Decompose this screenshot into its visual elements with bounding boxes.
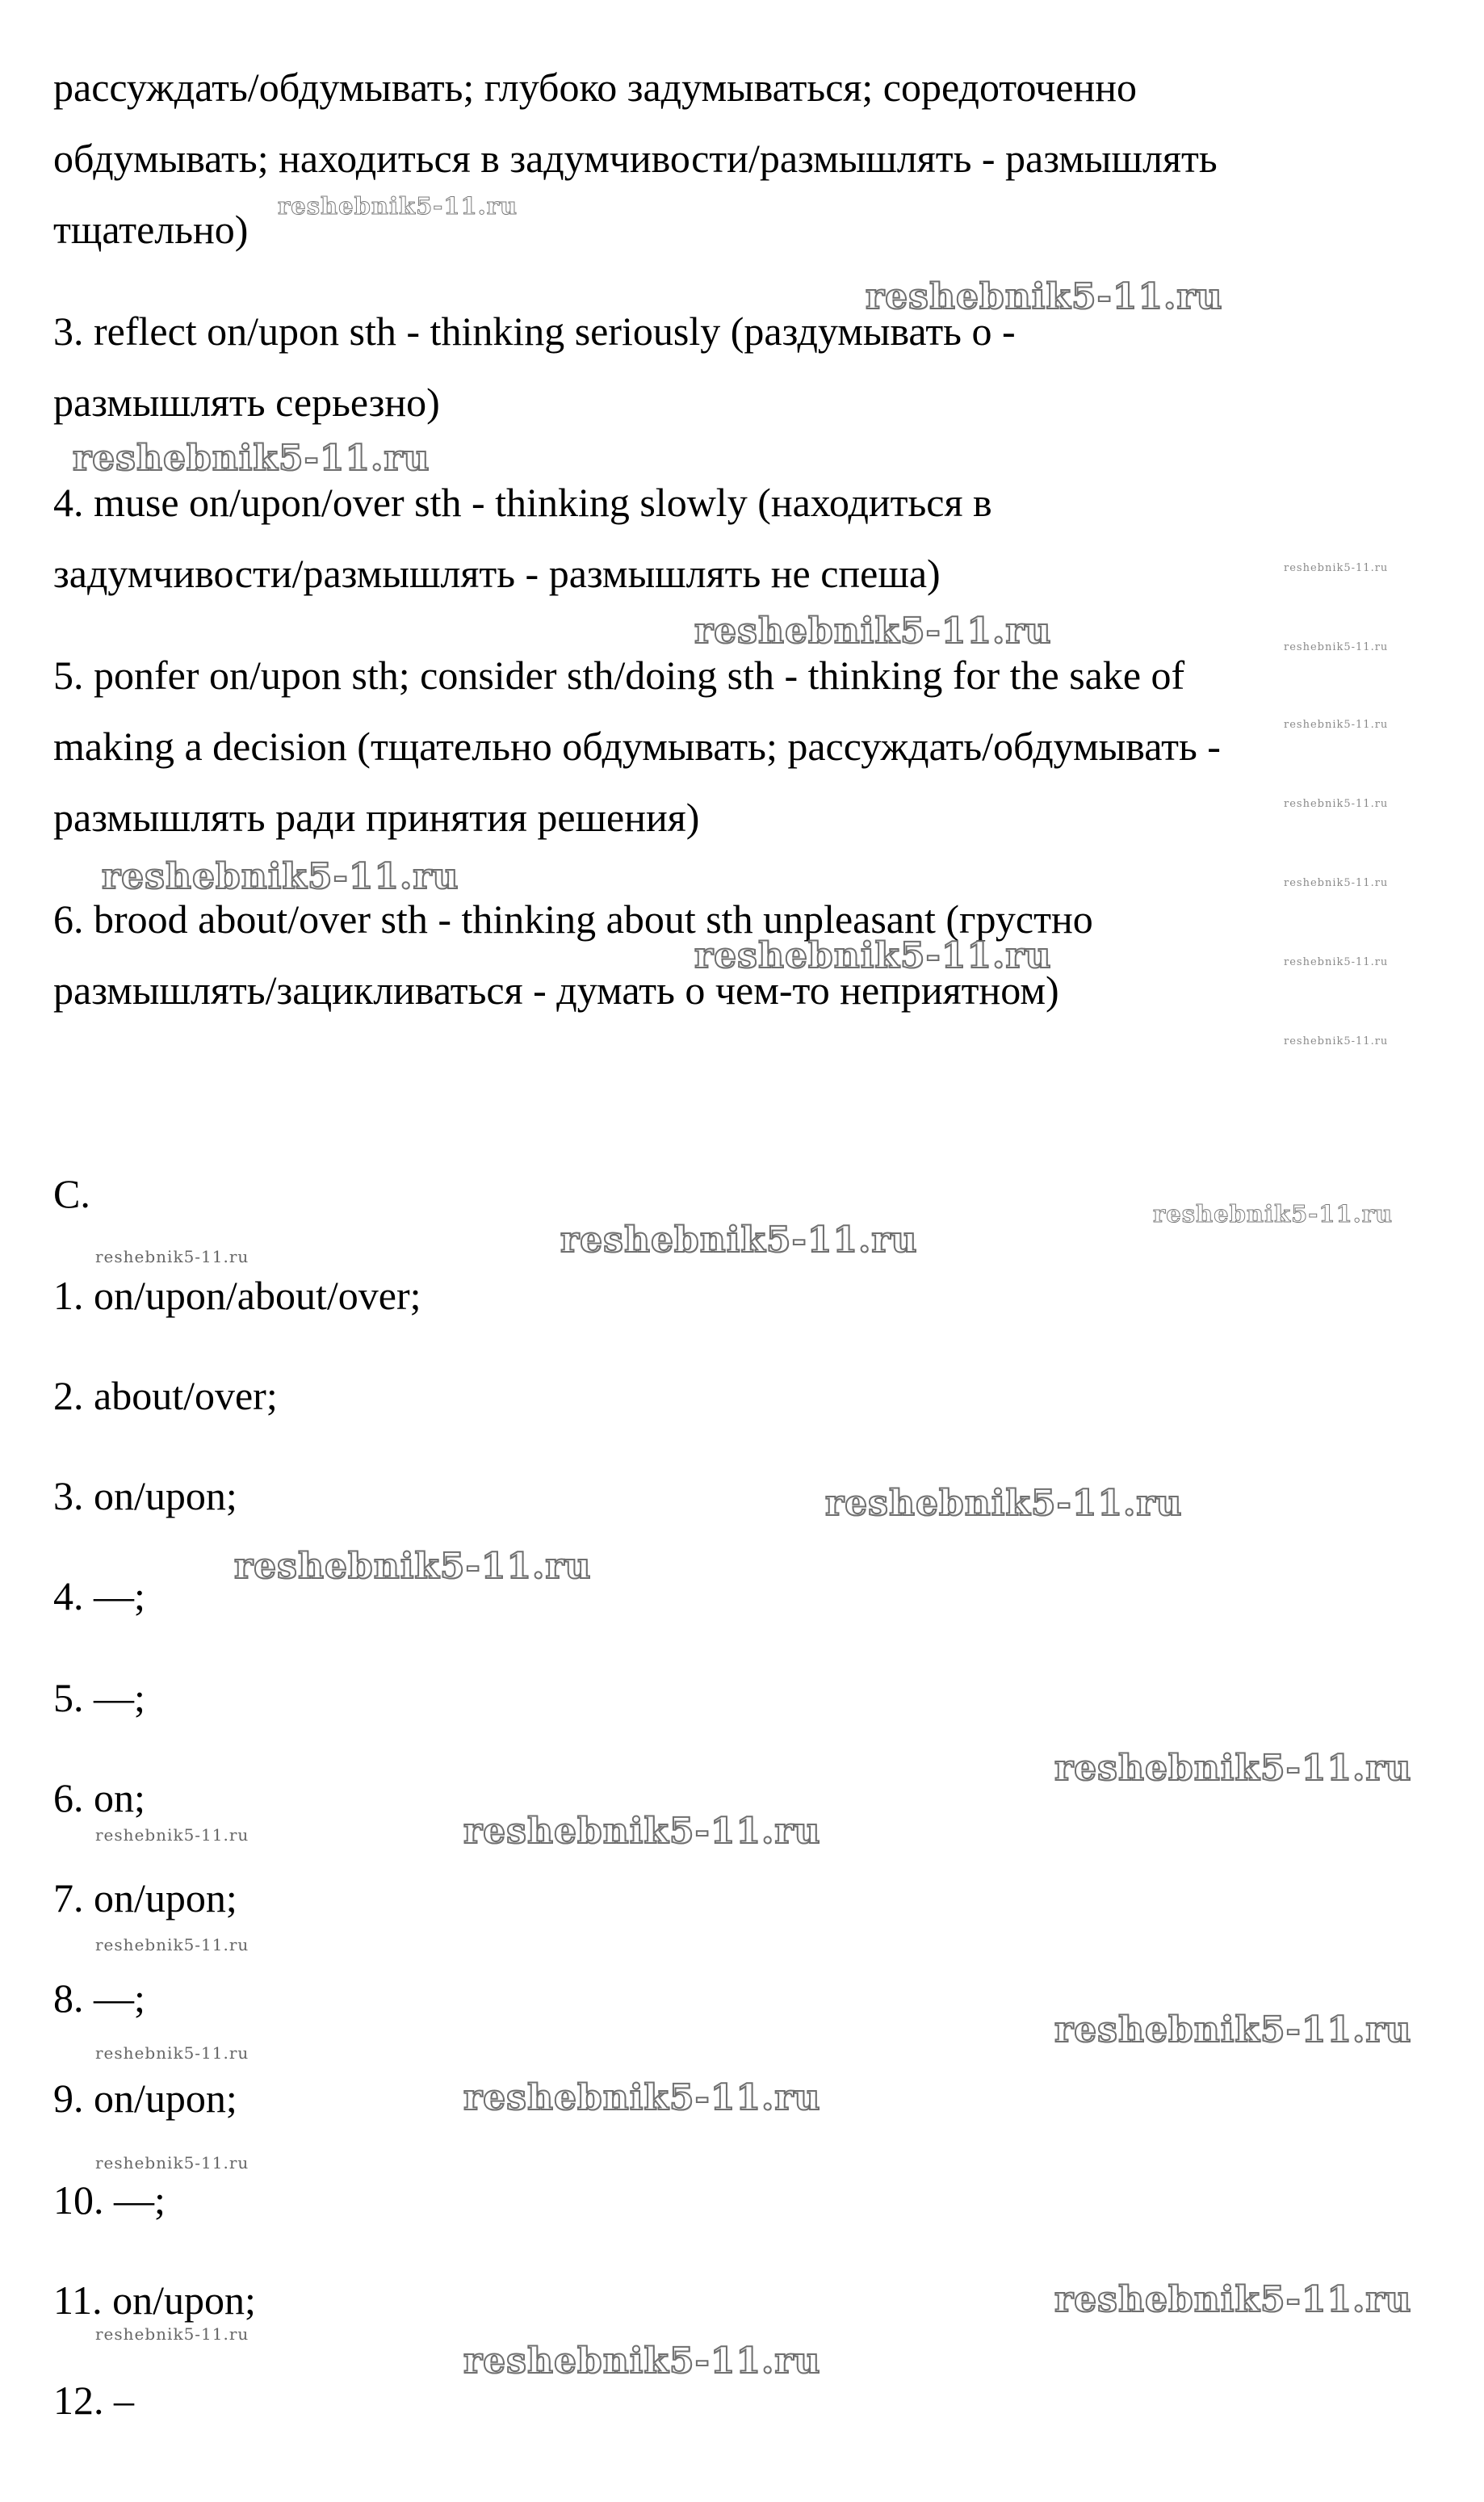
watermark: reshebnik5-11.ru [1284,956,1389,968]
text-line: размышлять серьезно) [53,380,440,425]
answer-item: 5. —; [53,1675,145,1720]
watermark: reshebnik5-11.ru [825,1483,1183,1524]
answer-item: 1. on/upon/about/over; [53,1273,421,1318]
watermark: reshebnik5-11.ru [234,1546,592,1587]
watermark: reshebnik5-11.ru [463,1811,821,1852]
watermark: reshebnik5-11.ru [694,935,1052,976]
watermark: reshebnik5-11.ru [866,276,1223,317]
text-line: 4. muse on/upon/over sth - thinking slowly (находиться в [53,480,992,525]
watermark: reshebnik5-11.ru [1153,1200,1394,1228]
watermark: reshebnik5-11.ru [463,2340,821,2382]
watermark: reshebnik5-11.ru [278,192,518,220]
watermark: reshebnik5-11.ru [1054,1748,1412,1789]
answer-item: 4. —; [53,1573,145,1618]
text-line: 3. reflect on/upon sth - thinking seriously (раздумывать о - [53,309,1016,354]
answer-item: 12. – [53,2378,134,2423]
answer-item: 6. on; [53,1775,145,1820]
watermark: reshebnik5-11.ru [1284,641,1389,653]
watermark: reshebnik5-11.ru [1284,719,1389,731]
text-line: задумчивости/размышлять - размышлять не спеша) [53,551,941,596]
watermark: reshebnik5-11.ru [95,2153,249,2172]
watermark: reshebnik5-11.ru [1284,877,1389,889]
answer-item: 10. —; [53,2177,166,2223]
answer-item: 2. about/over; [53,1373,278,1418]
text-line: обдумывать; находиться в задумчивости/размышлять - размышлять [53,136,1218,181]
text-line: making a decision (тщательно обдумывать; рассуждать/обдумывать - [53,724,1221,769]
watermark: reshebnik5-11.ru [1054,2279,1412,2320]
watermark: reshebnik5-11.ru [463,2077,821,2118]
watermark: reshebnik5-11.ru [95,1247,249,1266]
answer-item: 8. —; [53,1975,145,2021]
text-line: рассуждать/обдумывать; глубоко задумываться; соредоточенно [53,65,1138,110]
watermark: reshebnik5-11.ru [73,438,430,479]
watermark: reshebnik5-11.ru [1054,2009,1412,2051]
watermark: reshebnik5-11.ru [1284,798,1389,810]
watermark: reshebnik5-11.ru [560,1220,918,1261]
section-heading: C. [53,1171,90,1216]
answer-item: 3. on/upon; [53,1473,237,1518]
watermark: reshebnik5-11.ru [95,2043,249,2063]
watermark: reshebnik5-11.ru [1284,1035,1389,1047]
text-line: размышлять ради принятия решения) [53,795,700,840]
watermark: reshebnik5-11.ru [1284,562,1389,574]
text-line: 6. brood about/over sth - thinking about sth unpleasant (грустно [53,896,1093,942]
text-line: тщательно) [53,207,249,252]
text-line: размышлять/зацикливаться - думать о чем-то неприятном) [53,968,1059,1013]
watermark: reshebnik5-11.ru [694,611,1052,652]
answer-item: 9. on/upon; [53,2076,237,2121]
watermark: reshebnik5-11.ru [95,1825,249,1845]
answer-item: 7. on/upon; [53,1875,237,1921]
watermark: reshebnik5-11.ru [95,1935,249,1954]
watermark: reshebnik5-11.ru [95,2324,249,2344]
watermark: reshebnik5-11.ru [102,856,459,897]
text-line: 5. ponfer on/upon sth; consider sth/doing sth - thinking for the sake of [53,653,1185,698]
answer-item: 11. on/upon; [53,2277,256,2323]
